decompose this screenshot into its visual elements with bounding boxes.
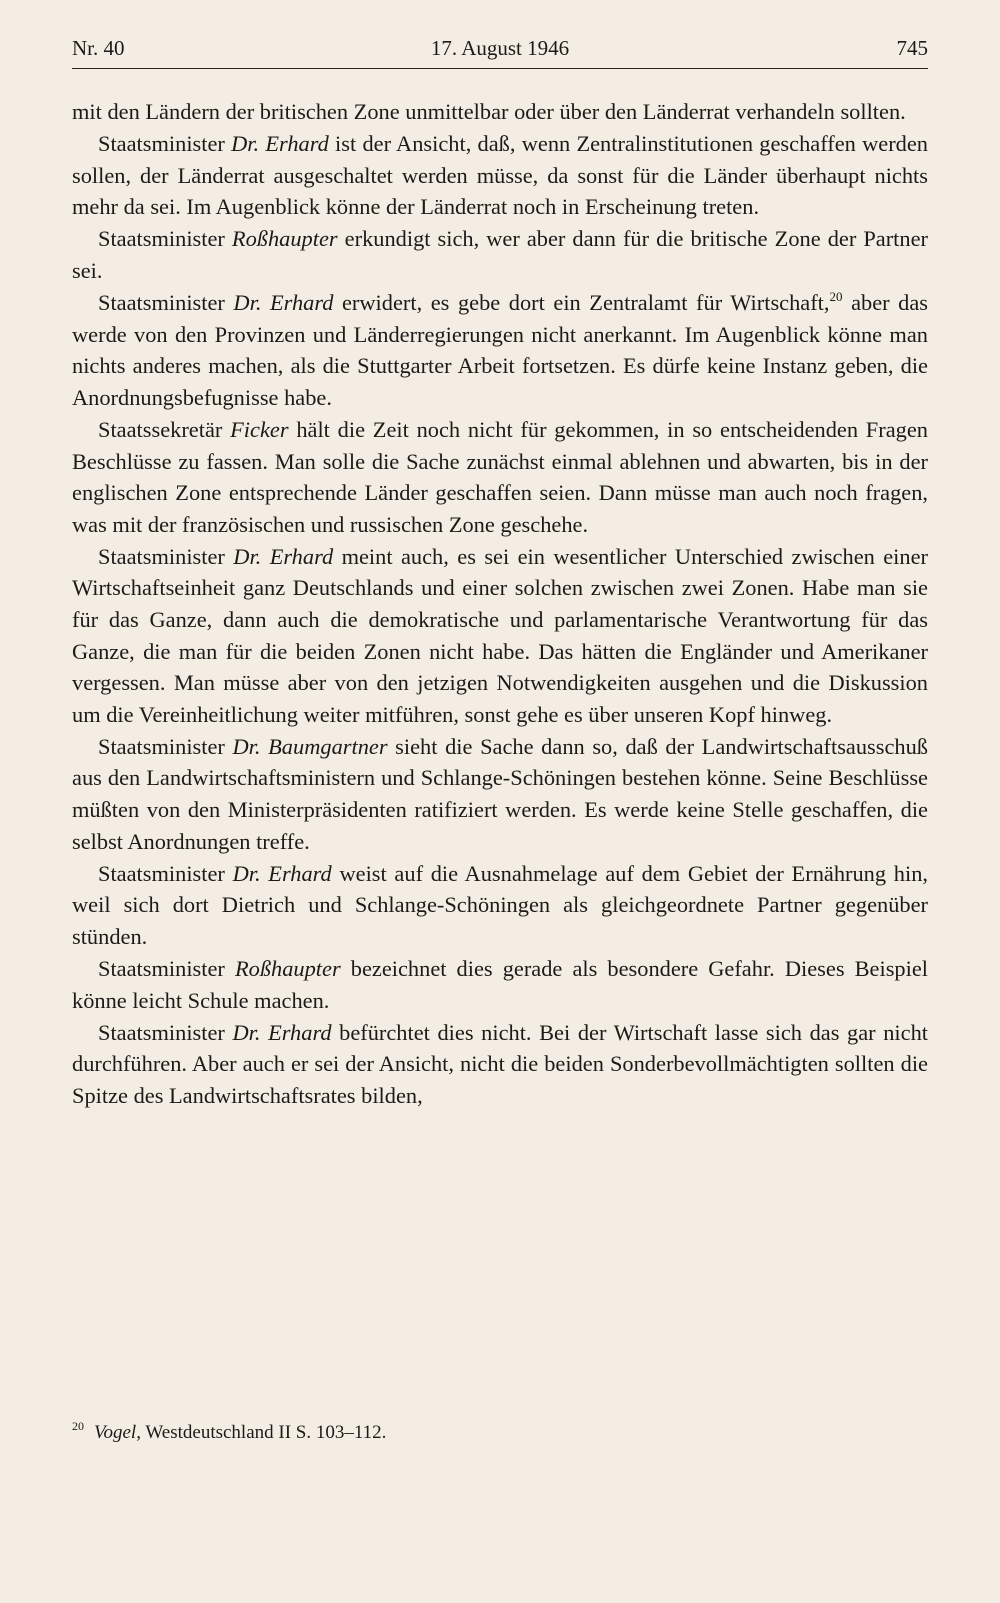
- running-header: [72, 34, 928, 69]
- speaker-name: Roßhaupter: [234, 956, 341, 982]
- page-number: 745: [896, 36, 928, 60]
- speaker-name: Dr. Erhard: [231, 131, 329, 157]
- issue-number: Nr. 40: [72, 36, 125, 60]
- paragraph: [72, 96, 928, 128]
- paragraph: [72, 858, 928, 953]
- footnote-number: 20: [72, 1419, 84, 1433]
- paragraph-text: befürchtet dies nicht. Bei der Wirtschaft lasse sich das gar nicht durchführen. Aber auch er sei der Ansicht, nicht die beiden Sonderbevollmächtigten sollten die Spitze des Landwirtschaftsrates bilden,: [72, 1019, 928, 1108]
- paragraph-text: mit den Ländern der britischen Zone unmittelbar oder über den Länderrat verhandeln sollten.: [72, 99, 906, 124]
- footnote: [72, 1413, 928, 1446]
- speaker-name: Dr. Baumgartner: [232, 733, 388, 759]
- speaker-name: Dr. Erhard: [232, 1019, 332, 1045]
- paragraph-text: Staatsminister: [98, 131, 232, 157]
- paragraph-text: sieht die Sache dann so, daß der Landwirtschaftsausschuß aus den Landwirtschaftsministern und Schlange-Schöningen bestehen könne. Seine Beschlüsse müßten von den Ministerpräsidenten ratifiziert werden. Es werde keine Stelle geschaffen, die selbst Anordnungen treffe.: [72, 733, 928, 854]
- paragraph: [72, 731, 928, 857]
- paragraph-text: ist der Ansicht, daß, wenn Zentralinstitutionen geschaffen werden sollen, der Länderrat ausgeschaltet werden müsse, da sonst für die Länder überhaupt nichts mehr da sei. Im Augenblick könne der Länderrat noch in Erscheinung treten.: [72, 131, 928, 220]
- paragraph-text: Staatsminister: [98, 956, 235, 982]
- speaker-name: Dr. Erhard: [233, 290, 334, 316]
- paragraph: [72, 414, 928, 540]
- speaker-name: Ficker: [230, 416, 289, 442]
- body-text: [72, 96, 928, 1112]
- footnote-author: Vogel,: [94, 1422, 141, 1443]
- paragraph-text: Staatsminister: [98, 1019, 233, 1045]
- paragraph: [72, 223, 928, 286]
- speaker-name: Dr. Erhard: [232, 860, 332, 886]
- paragraph: [72, 953, 928, 1016]
- header-date: 17. August 1946: [430, 36, 570, 60]
- speaker-name: Roßhaupter: [231, 226, 338, 252]
- paragraph: [72, 128, 928, 223]
- paragraph-text: Staatsminister: [98, 290, 234, 316]
- paragraph-text: bezeichnet dies gerade als besondere Gefahr. Dieses Beispiel könne leicht Schule machen.: [72, 956, 928, 1013]
- paragraph: [72, 541, 928, 731]
- paragraph-text: Staatsminister: [98, 226, 232, 252]
- footnote-reference: 20: [829, 289, 843, 305]
- footnote-text: Westdeutschland II S. 103–112.: [140, 1422, 387, 1443]
- paragraph-text: meint auch, es sei ein wesentlicher Unterschied zwischen einer Wirtschaftseinheit ganz Deutschlands und einer solchen zwischen zwei Zonen. Habe man sie für das Ganze, dann auch die demokratische und parlamentarische Verantwortung für das Ganze, die man für die beiden Zonen nicht habe. Das hätten die Engländer und Amerikaner vergessen. Man müsse aber von den jetzigen Notwendigkeiten ausgehen und die Diskussion um die Vereinheitlichung weiter mitführen, sonst gehe es über unseren Kopf hinweg.: [72, 543, 928, 727]
- paragraph-text: weist auf die Ausnahmelage auf dem Gebiet der Ernährung hin, weil sich dort Dietrich und Schlange-Schöningen als gleichgeordnete Partner gegenüber stünden.: [72, 860, 928, 949]
- paragraph: [72, 1017, 928, 1112]
- paragraph-text: hält die Zeit noch nicht für gekommen, in so entscheidenden Fragen Beschlüsse zu fassen. Man solle die Sache zunächst einmal ablehnen und abwarten, bis in der englischen Zone entsprechende Länder geschaffen seien. Dann müsse man auch noch fragen, was mit der französischen und russischen Zone geschehe.: [72, 416, 928, 537]
- paragraph-text: Staatsminister: [98, 860, 233, 886]
- paragraph-text: aber das werde von den Provinzen und Länderregierungen nicht anerkannt. Im Augenblick könne man nichts anderes machen, als die Stuttgarter Arbeit fortsetzen. Es dürfe keine Instanz geben, die Anordnungsbefugnisse habe.: [72, 290, 928, 410]
- paragraph-text: erwidert, es gebe dort ein Zentralamt für Wirtschaft,: [333, 290, 830, 316]
- paragraph-text: Staatsminister: [98, 733, 233, 759]
- speaker-name: Dr. Erhard: [233, 543, 334, 569]
- paragraph-text: Staatsminister: [98, 543, 234, 569]
- paragraph-text: Staatssekretär: [98, 416, 231, 442]
- paragraph-text: erkundigt sich, wer aber dann für die britische Zone der Partner sei.: [72, 226, 928, 283]
- paragraph: [72, 287, 928, 413]
